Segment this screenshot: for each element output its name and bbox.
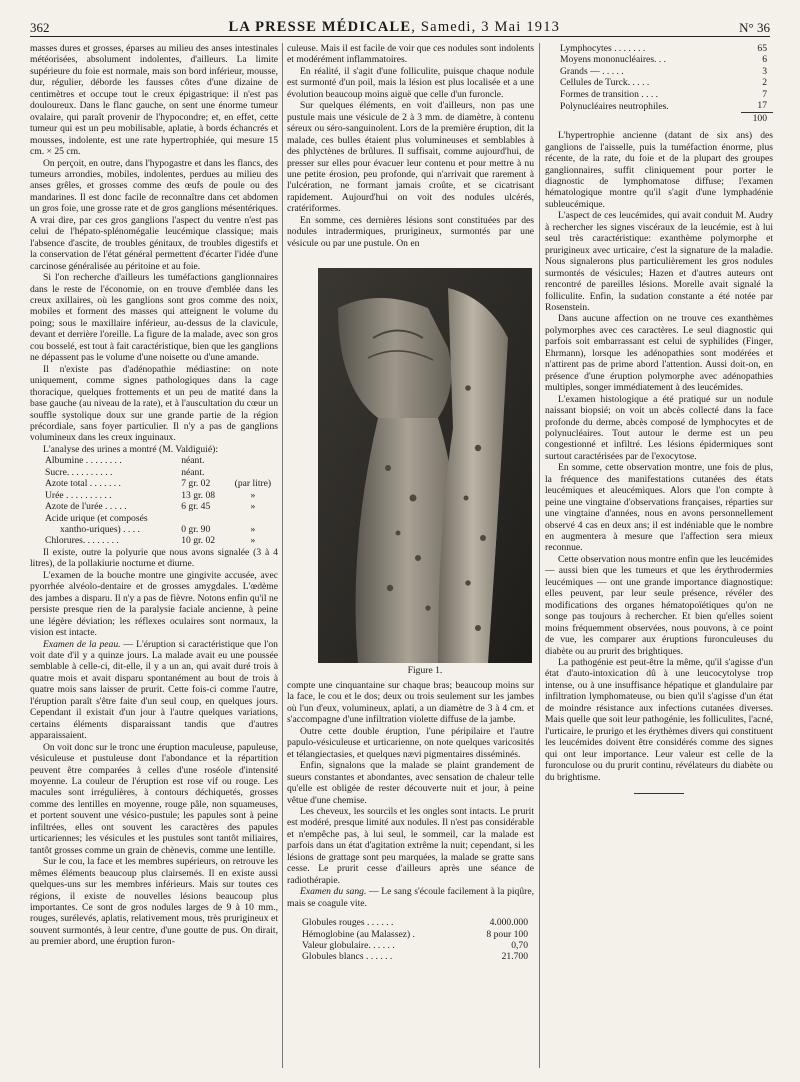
paragraph: compte une cinquantaine sur chaque bras; beaucoup moins sur la face, le cou et le dos; deux ou trois seulement sur les jambes où l'un d'eux, volumineux, aplati, a un diamètre de 3 à 4 cm. et s'accompagne d'une infiltration violette diffuse de la jambe. bbox=[287, 680, 534, 726]
row-label: Moyens mononucléaires. . . bbox=[560, 54, 667, 66]
paragraph: L'examen de la bouche montre une gingivite accusée, avec pyorrhée alvéolo-dentaire et de grosses amygdales. L'œdème des jambes a disparu. Il n'y a pas de fièvre. Notons enfin qu'il ne persiste presque rien de la paralysie faciale ancienne, à peine une légère déviation; les réflexes oculaires sont normaux, la vision est intacte. bbox=[30, 569, 278, 639]
section-heading: Examen du sang. bbox=[300, 886, 367, 898]
table-row bbox=[30, 501, 278, 512]
figure-1-photograph bbox=[318, 268, 532, 663]
paragraph: Sur le cou, la face et les membres supérieurs, on retrouve les mêmes éléments beaucoup plus clairsemés. Il en existe aussi quelques-uns sur les membres inférieurs. Mais sur toutes ces régions, il existe de nouvelles lésions beaucoup plus importantes. Ce sont de gros nodules larges de 9 à 10 mm., rouges, surélevés, aplatis, relativement mous, très prurigineux et souvent surmontés, à leur centre, d'une goutte de pus. On dirait, au premier abord, une éruption furon- bbox=[30, 856, 278, 948]
row-label: Sucre. . . . . . . . . . bbox=[45, 466, 113, 478]
row-label: Urée . . . . . . . . . . bbox=[45, 489, 112, 501]
row-value: 7 gr. 02 bbox=[181, 478, 211, 490]
total-value: 100 bbox=[741, 112, 773, 124]
paragraph: masses dures et grosses, éparses au milieu des anses intestinales météorisées, absolument indolentes, d'ailleurs. La limite supérieure du foie est normale, mais son bord inférieur, mousse, dur, régulier, déborde les fausses côtes d'une dizaine de centimètres et occupe tout le creux épigastrique: il n'est pas douloureux. Dans le flanc gauche, on sent une énorme tumeur ovalaire, qui paraît provenir de l'hypocondre; et, en effet, cette tumeur qui est un peu mobilisable, aplatie, à bords échancrés et mousses, indolente, est une rate hypertrophiée, qui mesure 15 cm. × 25 cm. bbox=[30, 43, 278, 158]
table-row bbox=[545, 54, 773, 65]
row-value: 0 gr. 90 bbox=[181, 524, 211, 536]
paragraph: Cette observation nous montre enfin que les leucémides — aussi bien que les tumeurs et que les érythrodermies leucémiques — ont une grande importance diagnostique: elles peuvent, par leur seule présence, révéler des modifications des organes hématopoïétiques qu'on ne songe pas toujours à rechercher. Et bien qu'elles soient moins fréquemment observées, nous pouvons, à ce point de vue, les comparer aux éruptions furonculeuses du diabète ou au prurit des brightiques. bbox=[545, 553, 773, 657]
urine-analysis-table bbox=[30, 455, 278, 547]
row-label: Formes de transition . . . . bbox=[560, 88, 659, 100]
paragraph: Il existe, outre la polyurie que nous avons signalée (3 à 4 litres), de la pollakiurie nocturne et diurne. bbox=[30, 546, 278, 570]
forearms-photo-icon bbox=[318, 268, 532, 663]
page-header bbox=[30, 16, 770, 37]
table-row bbox=[30, 513, 278, 524]
table-row bbox=[30, 467, 278, 478]
row-label: Globules rouges . . . . . . bbox=[302, 917, 394, 929]
row-unit: » bbox=[250, 524, 256, 536]
paragraph: culeuse. Mais il est facile de voir que ces nodules sont indolents et modérément inflammatoires. bbox=[287, 43, 534, 66]
row-label: Valeur globulaire. . . . . . bbox=[302, 939, 395, 951]
row-value: 8 pour 100 bbox=[486, 928, 528, 940]
row-unit: » bbox=[250, 535, 256, 547]
paragraph: En somme, ces dernières lésions sont constituées par des nodules intradermiques, prurigineux, surmontés par une vésicule ou par une pustule. On en bbox=[287, 214, 534, 249]
paragraph: Outre cette double éruption, l'une péripilaire et l'autre papulo-vésiculeuse et urticarienne, on note quelques varicosités et télangiectasies, et quelques nævi pigmentaires disséminés. bbox=[287, 725, 534, 760]
table-row bbox=[30, 535, 278, 546]
paragraph: L'aspect de ces leucémides, qui avait conduit M. Audry à rechercher les signes viscéraux de la leucémie, est à lui seul très caractéristique: exanthème polymorphe et prurigineux avec urticaire, c'est la signature de la maladie. Nous signalerons plus particulièrement les gros nodules surmontés de vésicules; Hazen et d'autres auteurs ont rencontré de pareilles lésions. Morelle avait signalé la folliculite. Enfin, la sudation constante a été notée par Rosenstein. bbox=[545, 210, 773, 313]
table-row bbox=[287, 917, 534, 928]
row-unit: » bbox=[250, 501, 256, 513]
row-value: 3 bbox=[762, 65, 767, 77]
total-row bbox=[545, 112, 773, 124]
row-unit: (par litre) bbox=[234, 478, 272, 490]
journal-name: LA PRESSE MÉDICALE bbox=[228, 19, 412, 35]
table-row bbox=[287, 951, 534, 962]
table-row bbox=[30, 455, 278, 466]
paragraph: Dans aucune affection on ne trouve ces exanthèmes polymorphes avec ces caractères. Le seul diagnostic qui parfois soit embarrassant est celui de syphilides (Finger, Ehrmann), lorsque les adénopathies sont modérées et n'attirent pas de prime abord l'attention. Aussi doit-on, en présence d'une éruption polymorphe avec adénopathies multiples, songer immédiatement à des leucémides. bbox=[545, 313, 773, 394]
page-number: 362 bbox=[30, 20, 50, 35]
row-label: Grands — . . . . . bbox=[560, 65, 624, 77]
table-row bbox=[545, 89, 773, 100]
paragraph-text: — Le sang s'écoule facilement à la piqûre, mais se coagule vite. bbox=[287, 886, 534, 909]
row-label: xantho-uriques) . . . . bbox=[60, 524, 140, 536]
row-value: 13 gr. 08 bbox=[181, 489, 216, 501]
paragraph: On perçoit, en outre, dans l'hypogastre et dans les flancs, des tumeurs arrondies, mobiles, indolentes, perdues au milieu des anses grêles, et grosses comme des œufs de poule ou des mandarines. Il est donc facile de reconnaître dans cet abdomen un gros foie, une grosse rate et de gros ganglions mésentériques. A vrai dire, par ces gros ganglions l'aspect du ventre n'est pas celui de l'hépato-splénomégalie leucémique classique; mais l'absence d'ascite, de troubles génitaux, de troubles digestifs et la conservation de l'état général permettent d'écarter l'idée d'une carcinose généralisée au péritoine et au foie. bbox=[30, 157, 278, 272]
row-value: 10 gr. 02 bbox=[181, 535, 216, 547]
figure-caption: Figure 1. bbox=[407, 665, 443, 676]
paragraph: Il n'existe pas d'adénopathie médiastine: on note uniquement, comme signes pathologiques dans la cage thoracique, quelques frottements et un peu de matité dans la base gauche (au niveau de la rate), et à l'auscultation du cœur un souffle systolique doux sur une grande partie de la région précordiale, sans foyer particulier. Il n'y a pas de ganglions volumineux dans les creux inguinaux. bbox=[30, 363, 278, 444]
row-value: 65 bbox=[757, 43, 767, 54]
table-row bbox=[545, 66, 773, 77]
column-3 bbox=[545, 43, 773, 794]
paragraph: L'examen histologique a été pratiqué sur un nodule naissant biopsié; on voit un abcès collecté dans la face profonde du derme, abcès composé de lymphocytes et de polynucléaires. Tout autour le derme est un peu congestionné et infiltré. Les lésions épidermiques sont surtout caractérisées par de l'exocytose. bbox=[545, 393, 773, 462]
table-row bbox=[30, 490, 278, 501]
row-unit: » bbox=[250, 489, 256, 501]
table-row bbox=[545, 100, 773, 112]
row-label: Azote de l'urée . . . . . bbox=[45, 501, 127, 513]
leukocyte-formula-table bbox=[545, 43, 773, 124]
row-label: Acide urique (et composés bbox=[45, 512, 148, 524]
row-label: Albumine . . . . . . . . bbox=[45, 455, 122, 467]
column-2 bbox=[287, 43, 534, 249]
table-row bbox=[545, 77, 773, 88]
paragraph: L'hypertrophie ancienne (datant de six ans) des ganglions de l'aisselle, puis la tuméfaction énorme, plus récente, de la rate, du foie et de la plupart des groupes ganglionnaires, suffit cliniquement pour porter le diagnostic de lymphomatose diffuse; l'examen hématologique montre qu'il s'agit d'une lymphadénie subleucémique. bbox=[545, 130, 773, 210]
blood-count-table bbox=[287, 917, 534, 963]
row-label: Globules blancs . . . . . . bbox=[302, 951, 393, 963]
paragraph: L'analyse des urines a montré (M. Valdiguié): bbox=[43, 443, 218, 455]
row-value: 21.700 bbox=[501, 951, 528, 963]
paragraph: La pathogénie est peut-être la même, qu'il s'agisse d'un état d'auto-intoxication dû à une leucocytolyse trop intense, ou à une insuffisance hépatique et glandulaire par infiltration lymphomateuse, ou bien qu'il s'agisse d'un état de moindre résistance aux infections cutanées diverses. Mais quelle que soit leur pathogénie, les folliculites, l'acné, l'urticaire, le prurigo et les érythèmes divers qui constituent les leucémides doivent être considérés comme des signes qui ont leur importance. Leur valeur est celle de la furonculose ou du prurit continu, révélateurs du diabète ou du brightisme. bbox=[545, 657, 773, 783]
paragraph: Sur quelques éléments, en voit d'ailleurs, non pas une pustule mais une vésicule de 2 à 3 mm. de diamètre, à contenu séreux ou séro-sanguinolent. Lors de la première éruption, dit la malade, ces bulles étaient plus volumineuses et semblables à des phlyctènes de brûlures. Il suffisait, comme aujourd'hui, de presser sur elles pour évacuer leur contenu et pour mettre à nu une petite érosion, peu profonde, qui n'arrivait que rarement à l'ulcération, ne formant jamais croûte, et se cicatrisant rapidement. Aujourd'hui on voit des nodules ulcérés, cratériformes. bbox=[287, 100, 534, 215]
table-row bbox=[287, 940, 534, 951]
row-label: Chlorures. . . . . . . . bbox=[45, 535, 119, 547]
journal-title bbox=[229, 19, 561, 36]
row-value: néant. bbox=[181, 455, 205, 467]
section-heading: Examen de la peau. bbox=[43, 638, 121, 650]
paragraph: En réalité, il s'agit d'une folliculite, puisque chaque nodule est surmonté d'un poil, mais la lésion est plus localisée et a une évolution beaucoup moins aiguë que celle d'un furoncle. bbox=[287, 65, 534, 100]
table-row bbox=[30, 478, 278, 489]
row-unit bbox=[228, 467, 278, 478]
row-value: 2 bbox=[762, 77, 767, 89]
row-label: Lymphocytes . . . . . . . bbox=[560, 43, 646, 54]
issue-number: N° 36 bbox=[739, 20, 770, 35]
end-separator bbox=[634, 793, 684, 794]
row-value: 4.000.000 bbox=[489, 917, 528, 929]
paragraph bbox=[287, 886, 534, 909]
row-label: Hémoglobine (au Malassez) . bbox=[302, 928, 415, 940]
row-value: 7 bbox=[762, 88, 767, 100]
paragraph: Les cheveux, les sourcils et les ongles sont intacts. Le prurit est modéré, presque limité aux nodules. Il n'est pas considérable et n'empêche pas, à lui seul, le sommeil, car la malade est parfois dans un état d'agitation extrême la nuit; cependant, si les lésions de grattage sont peu marquées, la malade se gratte sans cesse. Le prurit cesse d'ailleurs après une séance de radiothérapie. bbox=[287, 805, 534, 886]
row-label: Polynucléaires neutrophiles. bbox=[560, 100, 669, 112]
column-rule bbox=[282, 43, 283, 1068]
row-value: 17 bbox=[757, 100, 767, 112]
paragraph: On voit donc sur le tronc une éruption maculeuse, papuleuse, vésiculeuse et pustuleuse dont l'abondance et la répartition peuvent être comparées à celles d'une roséole d'intensité moyenne. La couleur de l'éruption est rose vif ou rouge. Les macules sont irrégulières, à contours déchiquetés, grosses comme des lentilles en moyenne, rouge pâle, non squameuses, et portent souvent une vésico-pustule; les papules sont à peine infiltrées, elles ont souvent les caractères des papules urticariennes; les vésicules et les pustules sont tantôt miliaires, tantôt grosses comme un grain de chènevis, comme une lentille. bbox=[30, 741, 278, 856]
table-row bbox=[30, 524, 278, 535]
row-unit bbox=[228, 455, 278, 466]
table-row bbox=[287, 929, 534, 940]
row-value: 6 gr. 45 bbox=[181, 501, 211, 513]
row-value: néant. bbox=[181, 466, 205, 478]
row-label: Azote total . . . . . . . bbox=[45, 478, 121, 490]
column-rule bbox=[539, 43, 540, 1068]
paragraph: Enfin, signalons que la malade se plaint grandement de sueurs constantes et abondantes, avec sensation de chaleur telle qu'elle est obligée de rester découverte nuit et jour, à peine vêtue d'une chemise. bbox=[287, 760, 534, 806]
issue-date: , Samedi, 3 Mai 1913 bbox=[411, 19, 561, 35]
column-1 bbox=[30, 43, 278, 948]
row-value: 0,70 bbox=[511, 939, 528, 951]
table-row bbox=[545, 43, 773, 54]
paragraph: Si l'on recherche d'ailleurs les tuméfactions ganglionnaires dans le reste de l'économie, on en trouve d'emblée dans les creux axillaires, où les ganglions sont gros comme des noix, mobiles et forment des masses qui atteignent le volume du poing; sous le maxillaire inférieur, au-dessus de la clavicule, devant et derrière l'oreille. La figure de la malade, avec son gros cou bosselé, est tout à fait caractéristique, bien que les ganglions ne dépassent pas le volume d'une noisette ou d'une amande. bbox=[30, 272, 278, 364]
paragraph-text: — L'éruption si caractéristique que l'on voit date d'il y a quinze jours. La malade avait eu une poussée semblable à celle-ci, dit-elle, il y a un an, qui avait duré trois à quatre mois et avait disparu spontanément au bout de trois à quatre mois sans laisser de prurit. Cette fois-ci comme l'autre, l'éruption paraît s'être faite d'un seul coup, en quelques jours. Cependant il existait d'un jour à l'autre quelques variations, certains éléments disparaissant tandis que d'autres apparaissaient. bbox=[30, 638, 278, 742]
row-label: Cellules de Turck. . . . . bbox=[560, 77, 650, 89]
column-2-continued bbox=[287, 680, 534, 963]
paragraph: En somme, cette observation montre, une fois de plus, la fréquence des manifestations cutanées des états leucémiques et aleucémiques. Alors que l'on compte à peine une vingtaine d'observations françaises, réparties sur une vingtaine d'années, nous en avons personnellement observé 4 cas en deux ans; il est indéniable que le nombre en augmentera à mesure que l'affection sera mieux reconnue. bbox=[545, 462, 773, 554]
paragraph bbox=[30, 639, 278, 742]
row-value: 6 bbox=[762, 54, 767, 66]
